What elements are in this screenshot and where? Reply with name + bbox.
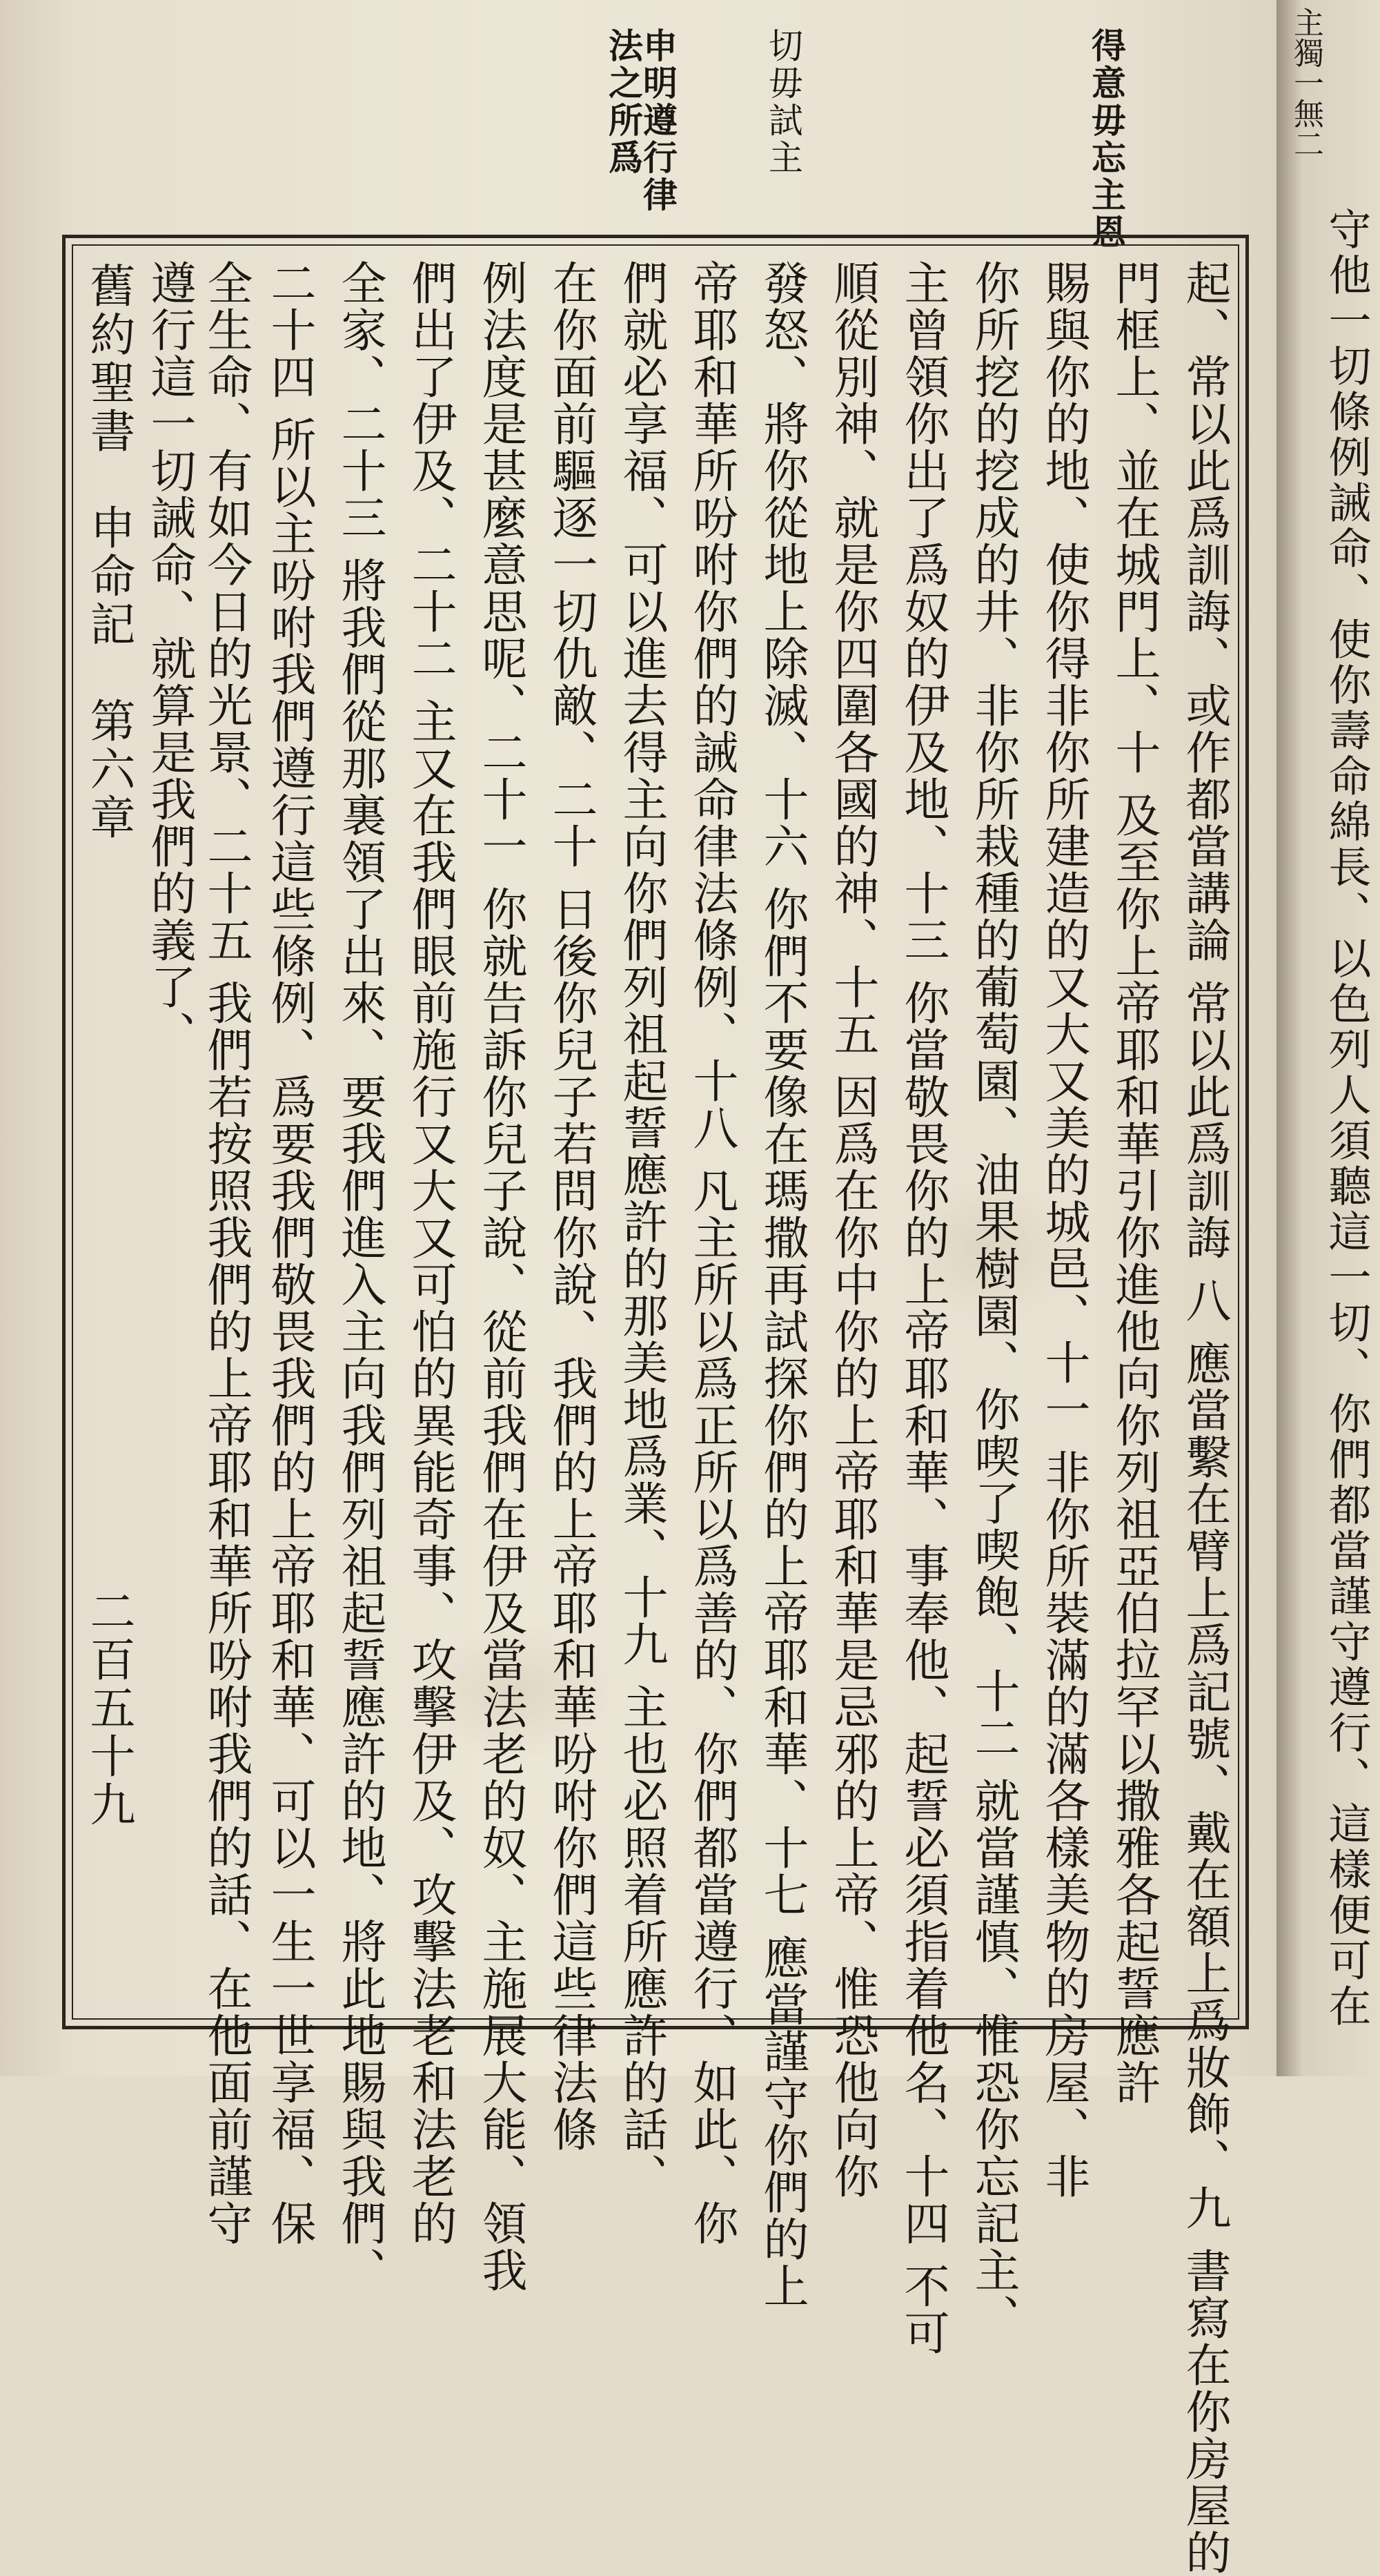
text-column: 全生命、有如今日的光景、二十五 我們若按照我們的上帝耶和華所吩咐我們的話、在他面前謹守	[199, 260, 253, 2247]
right-page-header: 主獨一無二	[1288, 7, 1323, 159]
text-column: 順從別神、就是你四圍各國的神、十五 因爲在你中你的上帝耶和華是忌邪的上帝、惟恐他向你	[826, 260, 879, 2200]
text-column: 門框上、並在城門上、十 及至你上帝耶和華引你進他向你列祖亞伯拉罕以撒雅各起誓應許	[1107, 260, 1161, 2106]
text-column: 賜與你的地、使你得非你所建造的又大又美的城邑、十一 非你所裝滿的滿各樣美物的房屋、非	[1037, 260, 1090, 2200]
text-column: 帝耶和華所吩咐你們的誡命律法條例、十八 凡主所以爲正所以爲善的、你們都當遵行、如此、你	[685, 260, 738, 2247]
header-heading: 得意毋忘主恩	[1086, 28, 1127, 251]
text-column: 全家、二十三 將我們從那裏領了出來、要我們進入主向我們列祖起誓應許的地、將此地賜與我們、	[333, 260, 386, 2294]
text-column: 二十四 所以主吩咐我們遵行這些條例、爲要我們敬畏我們的上帝耶和華、可以一生一世享福、保	[263, 260, 316, 2247]
text-column: 起、常以此爲訓誨、或作都當講論 常以此爲訓誨 八 應當繫在臂上爲記號、戴在額上爲妝飾、九 書寫在你房屋的	[1178, 260, 1231, 2576]
text-column: 遵行這一切誡命、就算是我們的義了、	[143, 260, 196, 1057]
text-column: 你所挖的挖成的井、非你所栽種的葡萄園、油果樹園、你喫了喫飽、十二 就當謹慎、惟恐你忘記主、	[967, 260, 1020, 2341]
text-column: 發怒、將你從地上除滅、十六 你們不要像在瑪撒再試探你們的上帝耶和華、十七 應當謹守你們的上	[756, 260, 809, 2310]
text-column: 例法度是甚麼意思呢、二十一 你就告訴你兒子說、從前我們在伊及當法老的奴、主施展大能、領我	[474, 260, 527, 2294]
text-column: 在你面前驅逐一切仇敵、二十 日後你兒子若問你說、我們的上帝耶和華吩咐你們這些律法條	[544, 260, 598, 2153]
page-number: 二百五十九	[82, 1588, 135, 1829]
text-column: 們就必享福、可以進去得主向你們列祖起誓應許的那美地爲業、十九 主也必照着所應許的話、	[615, 260, 668, 2200]
header-heading: 申明遵行律法之所爲	[603, 28, 678, 214]
book-title	[82, 262, 135, 1339]
right-page-column: 守他一切條例誡命、使你壽命綿長、以色列人須聽這一切、你們都當謹守遵行、這樣便可在	[1321, 207, 1372, 2029]
chapter-title: 第六章	[82, 697, 135, 842]
book-title-text: 舊約聖書	[82, 262, 135, 456]
section-title: 申命記	[82, 504, 135, 649]
header-heading: 切毋試主	[763, 28, 803, 177]
text-column: 主曾領你出了爲奴的伊及地、十三 你當敬畏你的上帝耶和華、事奉他、起誓必須指着他名、十四 不可	[896, 260, 949, 2357]
text-column: 們出了伊及、二十二 主又在我們眼前施行又大又可怕的異能奇事、攻擊伊及、攻擊法老和法老的	[404, 260, 457, 2247]
bleed-through-text	[207, 28, 240, 235]
